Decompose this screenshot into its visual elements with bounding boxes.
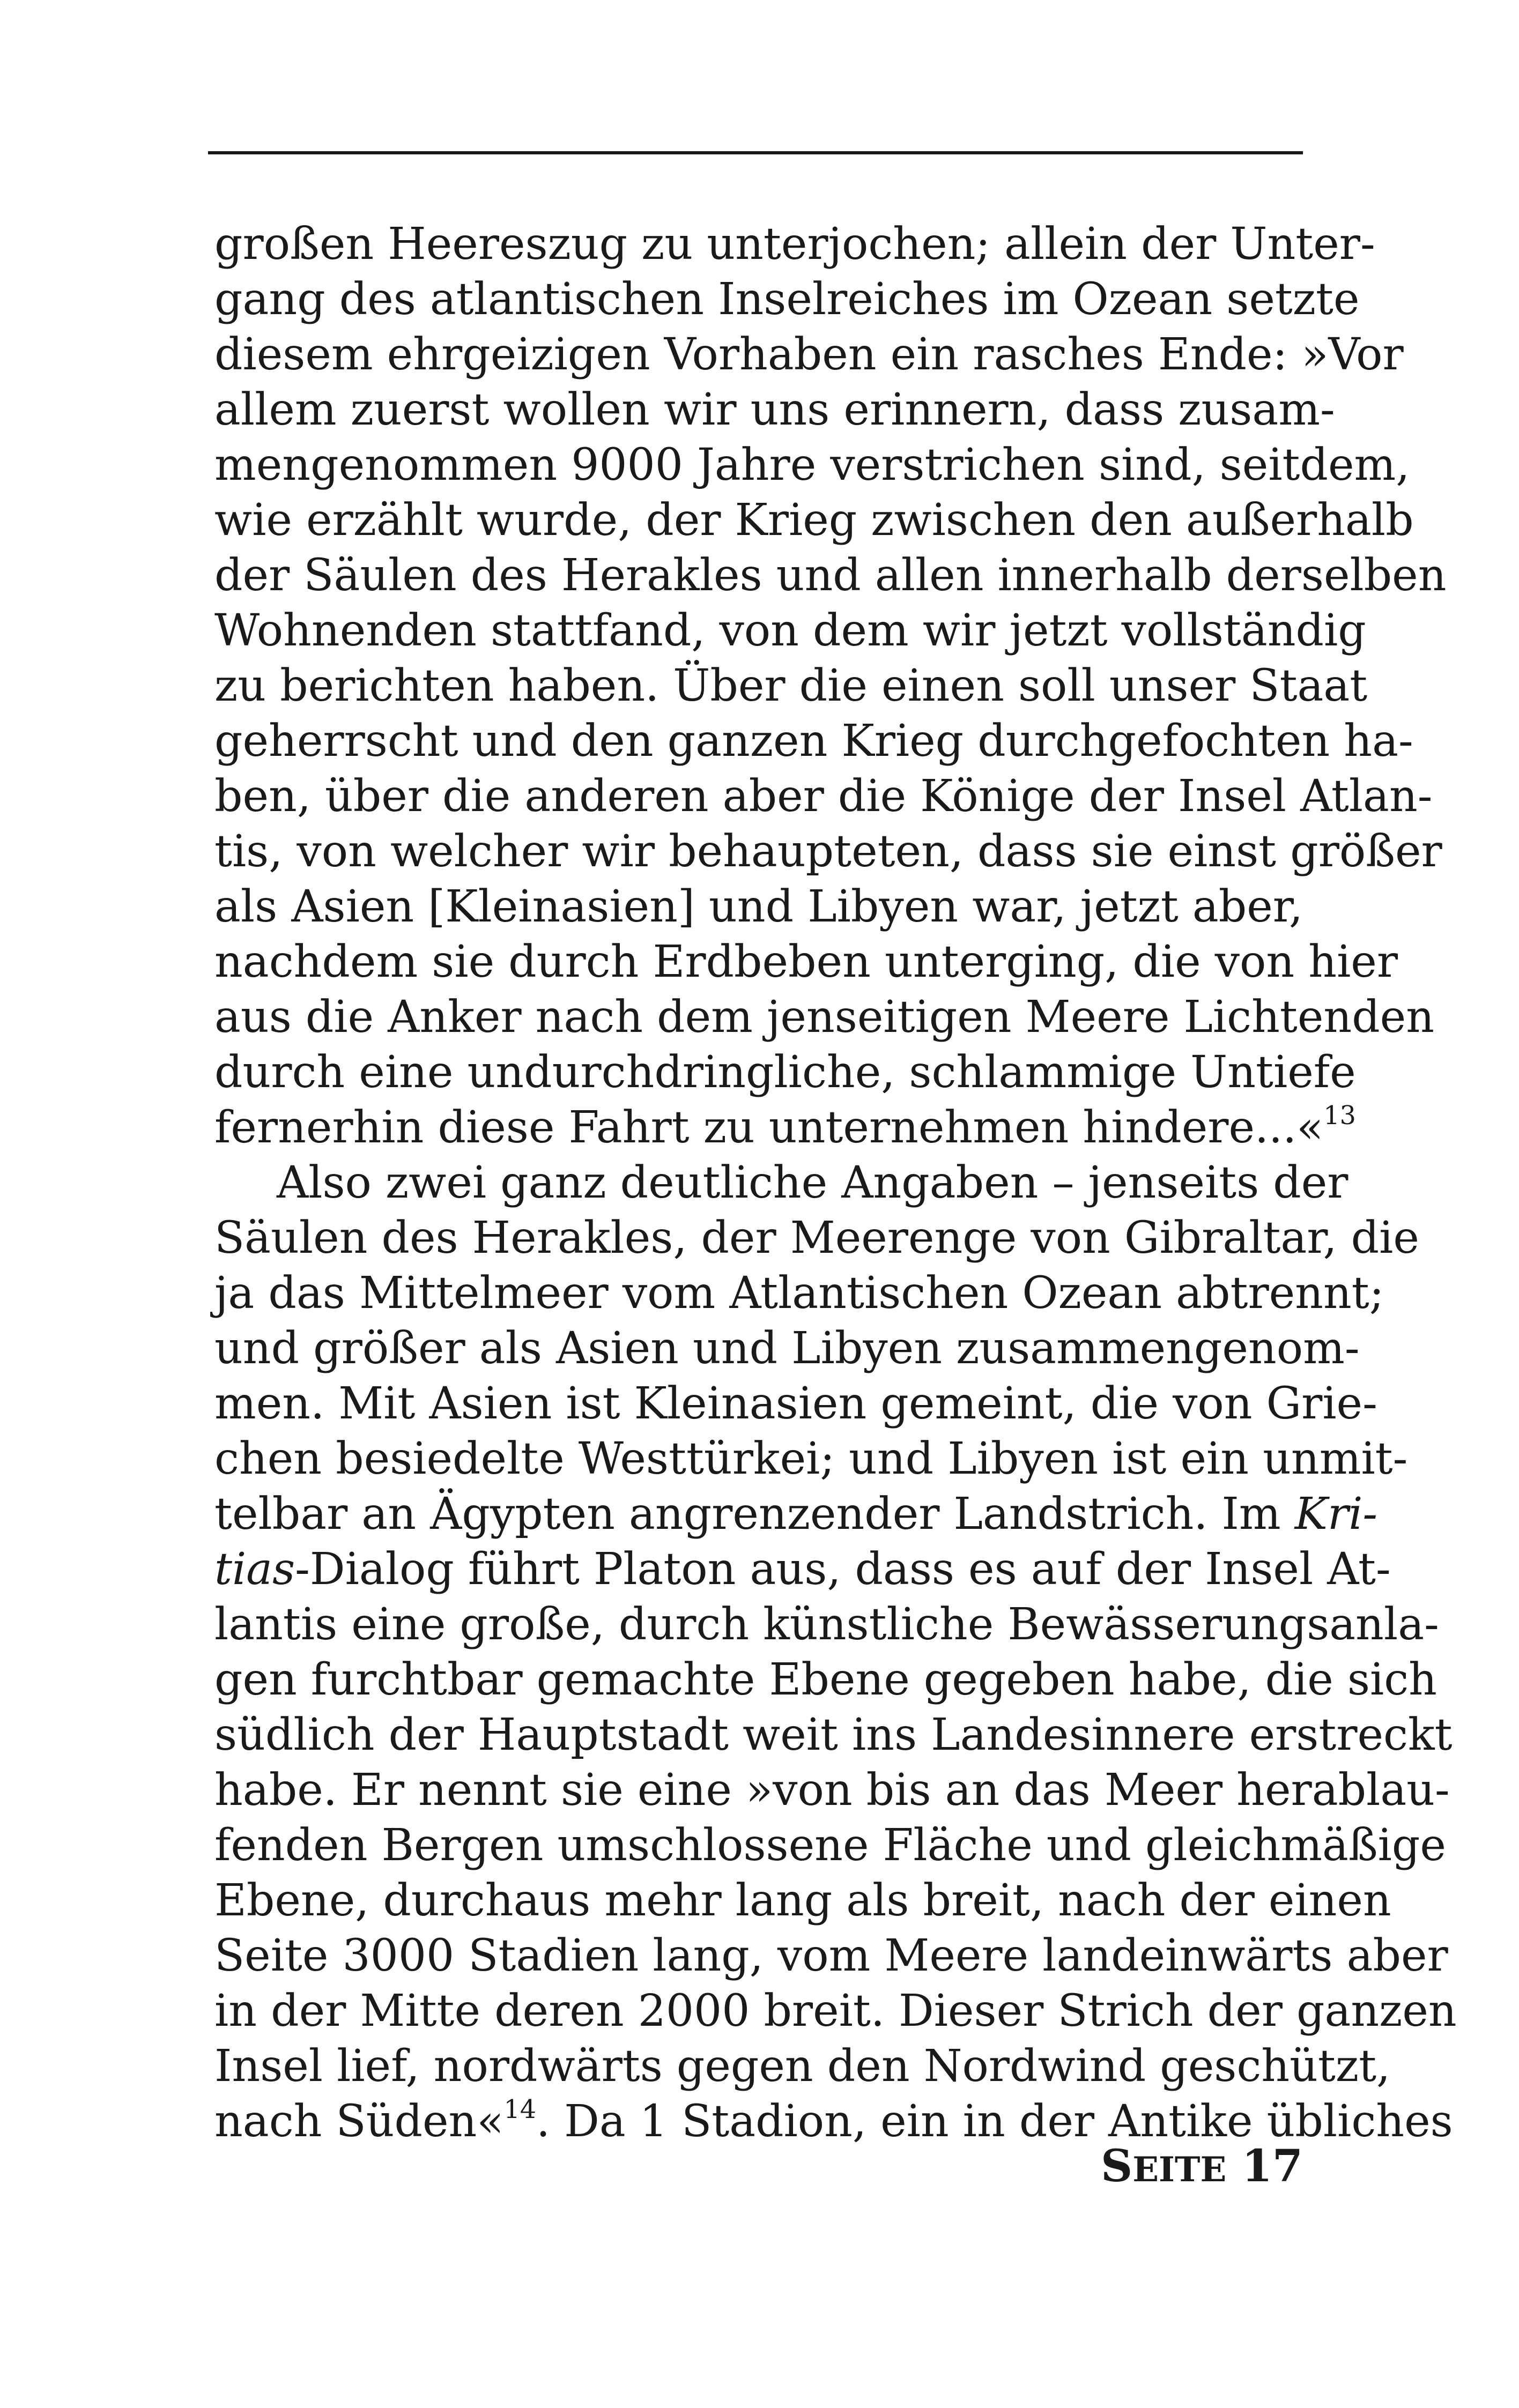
paragraph-1 xyxy=(214,217,1447,1155)
text-line: habe. Er nennt sie eine »von bis an das Meer herablau- xyxy=(214,1765,1450,1816)
text-line: geherrscht und den ganzen Krieg durchgefochten ha- xyxy=(214,716,1413,767)
text-line: und größer als Asien und Libyen zusammengenom- xyxy=(214,1323,1360,1374)
text-line: allem zuerst wollen wir uns erinnern, dass zusam- xyxy=(214,384,1335,435)
text-line xyxy=(214,1487,1378,1542)
footnote-ref-13: 13 xyxy=(1323,1101,1356,1131)
header-rule xyxy=(208,151,1303,154)
text-line: Ebene, durchaus mehr lang als breit, nach der einen xyxy=(214,1875,1391,1926)
text-line: men. Mit Asien ist Kleinasien gemeint, die von Grie- xyxy=(214,1378,1377,1429)
text-line xyxy=(214,1542,1391,1597)
text-line-content: telbar an Ägypten angrenzender Landstrich. Im xyxy=(214,1489,1281,1540)
text-line: großen Heereszug zu unterjochen; allein der Unter- xyxy=(214,219,1375,270)
page-label xyxy=(1101,2141,1226,2192)
text-line: tis, von welcher wir behaupteten, dass sie einst größer xyxy=(214,826,1442,877)
text-line: in der Mitte deren 2000 breit. Dieser Strich der ganzen xyxy=(214,1986,1457,2037)
text-line: chen besiedelte Westtürkei; und Libyen ist ein unmit- xyxy=(214,1433,1408,1484)
italic-title-fragment: Kri- xyxy=(1294,1489,1378,1540)
text-line: als Asien [Kleinasien] und Libyen war, jetzt aber, xyxy=(214,881,1303,932)
text-line: mengenommen 9000 Jahre verstrichen sind, seitdem, xyxy=(214,440,1410,490)
text-line-content: fernerhin diese Fahrt zu unternehmen hindere...« xyxy=(214,1102,1324,1153)
text-line: Also zwei ganz deutliche Angaben – jenseits der xyxy=(277,1157,1348,1208)
text-line xyxy=(214,1100,1356,1155)
text-line: diesem ehrgeizigen Vorhaben ein rasches Ende: »Vor xyxy=(214,329,1404,380)
text-line: gen furchtbar gemachte Ebene gegeben habe, die sich xyxy=(214,1654,1437,1705)
italic-title-fragment: tias xyxy=(214,1544,295,1595)
text-line: ben, über die anderen aber die Könige der Insel Atlan- xyxy=(214,771,1433,822)
page-label-rest: EITE xyxy=(1132,2150,1227,2190)
paragraph-2 xyxy=(214,1155,1457,2149)
page-number xyxy=(1101,2139,1303,2197)
text-line: südlich der Hauptstadt weit ins Landesinnere erstreckt xyxy=(214,1710,1453,1760)
footnote-ref-14: 14 xyxy=(503,2094,537,2124)
text-line: nachdem sie durch Erdbeben unterging, die von hier xyxy=(214,937,1398,987)
text-line: ja das Mittelmeer vom Atlantischen Ozean abtrennt; xyxy=(214,1268,1384,1319)
text-line: wie erzählt wurde, der Krieg zwischen den außerhalb xyxy=(214,495,1414,546)
text-line-content: nach Süden« xyxy=(214,2096,504,2147)
text-line-content: -Dialog führt Platon aus, dass es auf der Insel At- xyxy=(295,1544,1391,1595)
page-label-initial: S xyxy=(1100,2141,1133,2192)
text-line: der Säulen des Herakles und allen innerhalb derselben xyxy=(214,550,1447,601)
text-line: Säulen des Herakles, der Meerenge von Gibraltar, die xyxy=(214,1213,1419,1264)
text-line: zu berichten haben. Über die einen soll unser Staat xyxy=(214,660,1368,711)
text-line: gang des atlantischen Inselreiches im Ozean setzte xyxy=(214,274,1360,325)
text-line: aus die Anker nach dem jenseitigen Meere Lichtenden xyxy=(214,992,1435,1043)
text-line: Insel lief, nordwärts gegen den Nordwind geschützt, xyxy=(214,2041,1391,2092)
text-line: Seite 3000 Stadien lang, vom Meere landeinwärts aber xyxy=(214,1930,1448,1981)
text-line: durch eine undurchdringliche, schlammige Untiefe xyxy=(214,1047,1356,1098)
text-line: Wohnenden stattfand, von dem wir jetzt vollständig xyxy=(214,605,1366,656)
text-line: fenden Bergen umschlossene Fläche und gleichmäßige xyxy=(214,1820,1446,1871)
text-line-content: . Da 1 Stadion, ein in der Antike übliches xyxy=(536,2096,1453,2147)
page-number-value: 17 xyxy=(1241,2141,1303,2192)
body-text xyxy=(214,217,1457,2149)
text-line: lantis eine große, durch künstliche Bewässerungsanla- xyxy=(214,1599,1439,1650)
